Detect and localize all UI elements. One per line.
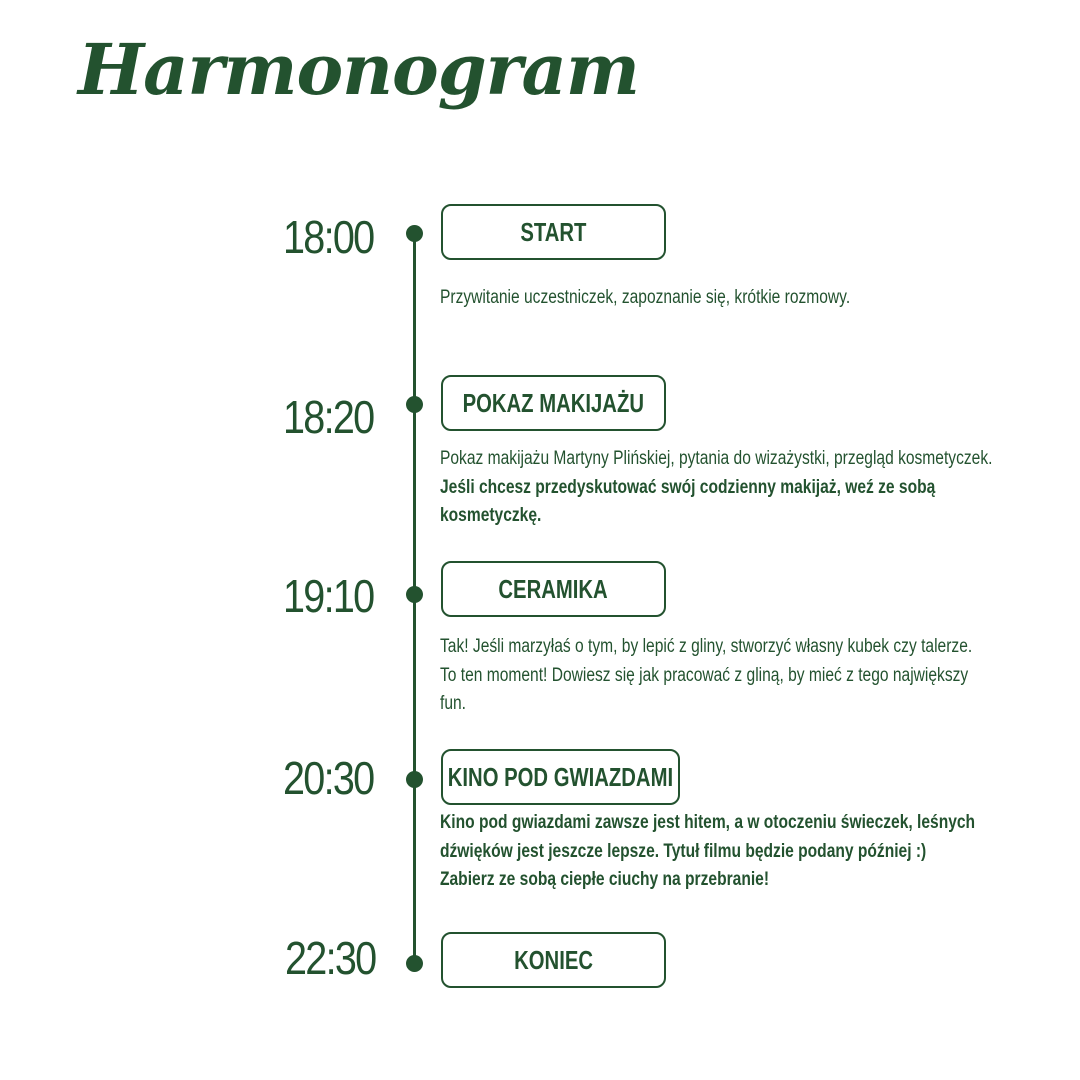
- time-start: 18:00: [283, 211, 374, 263]
- desc-line: Tak! Jeśli marzyłaś o tym, by lepić z gliny, stworzyć własny kubek czy talerze.: [440, 636, 973, 657]
- desc-line: fun.: [440, 693, 466, 714]
- desc-makeup: [440, 445, 1030, 531]
- desc-line-bold: Kino pod gwiazdami zawsze jest hitem, a w otoczeniu świeczek, leśnych: [440, 812, 976, 833]
- desc-line: To ten moment! Dowiesz się jak pracować z gliną, by mieć z tego największy: [440, 664, 969, 686]
- desc-line-bold: Jeśli chcesz przedyskutować swój codzienny makijaż, weź ze sobą: [440, 476, 936, 498]
- label-ceramics-text: CERAMIKA: [498, 573, 609, 604]
- timeline-dot: [406, 771, 423, 788]
- timeline-dot: [406, 586, 423, 603]
- desc-ceramics: [440, 633, 1030, 719]
- desc-line-bold: Zabierz ze sobą ciepłe ciuchy na przebranie!: [440, 869, 770, 890]
- desc-line: Pokaz makijażu Martyny Plińskiej, pytania do wizażystki, przegląd kosmetyczek.: [440, 448, 993, 469]
- label-makeup: [441, 375, 666, 431]
- time-makeup: 18:20: [283, 391, 374, 443]
- page-title: Harmonogram: [78, 28, 639, 111]
- label-ceramics: [441, 561, 666, 617]
- desc-line: Przywitanie uczestniczek, zapoznanie się, krótkie rozmowy.: [440, 287, 851, 308]
- timeline-dot: [406, 955, 423, 972]
- label-makeup-text: POKAZ MAKIJAŻU: [462, 387, 645, 418]
- label-start: [441, 204, 666, 260]
- desc-line-bold: kosmetyczkę.: [440, 505, 542, 526]
- time-ceramics: 19:10: [283, 570, 374, 622]
- label-end-text: KONIEC: [514, 944, 593, 975]
- desc-cinema: [440, 809, 1030, 895]
- label-cinema-text: KINO POD GWIAZDAMI: [447, 761, 674, 792]
- timeline-dot: [406, 225, 423, 242]
- desc-start: [440, 284, 1030, 313]
- desc-line-bold: dźwięków jest jeszcze lepsze. Tytuł filmu będzie podany później :): [440, 840, 927, 862]
- label-start-text: START: [520, 216, 587, 247]
- time-end: 22:30: [285, 932, 376, 984]
- time-cinema: 20:30: [283, 752, 374, 804]
- timeline-dot: [406, 396, 423, 413]
- label-cinema: [441, 749, 680, 805]
- label-end: [441, 932, 666, 988]
